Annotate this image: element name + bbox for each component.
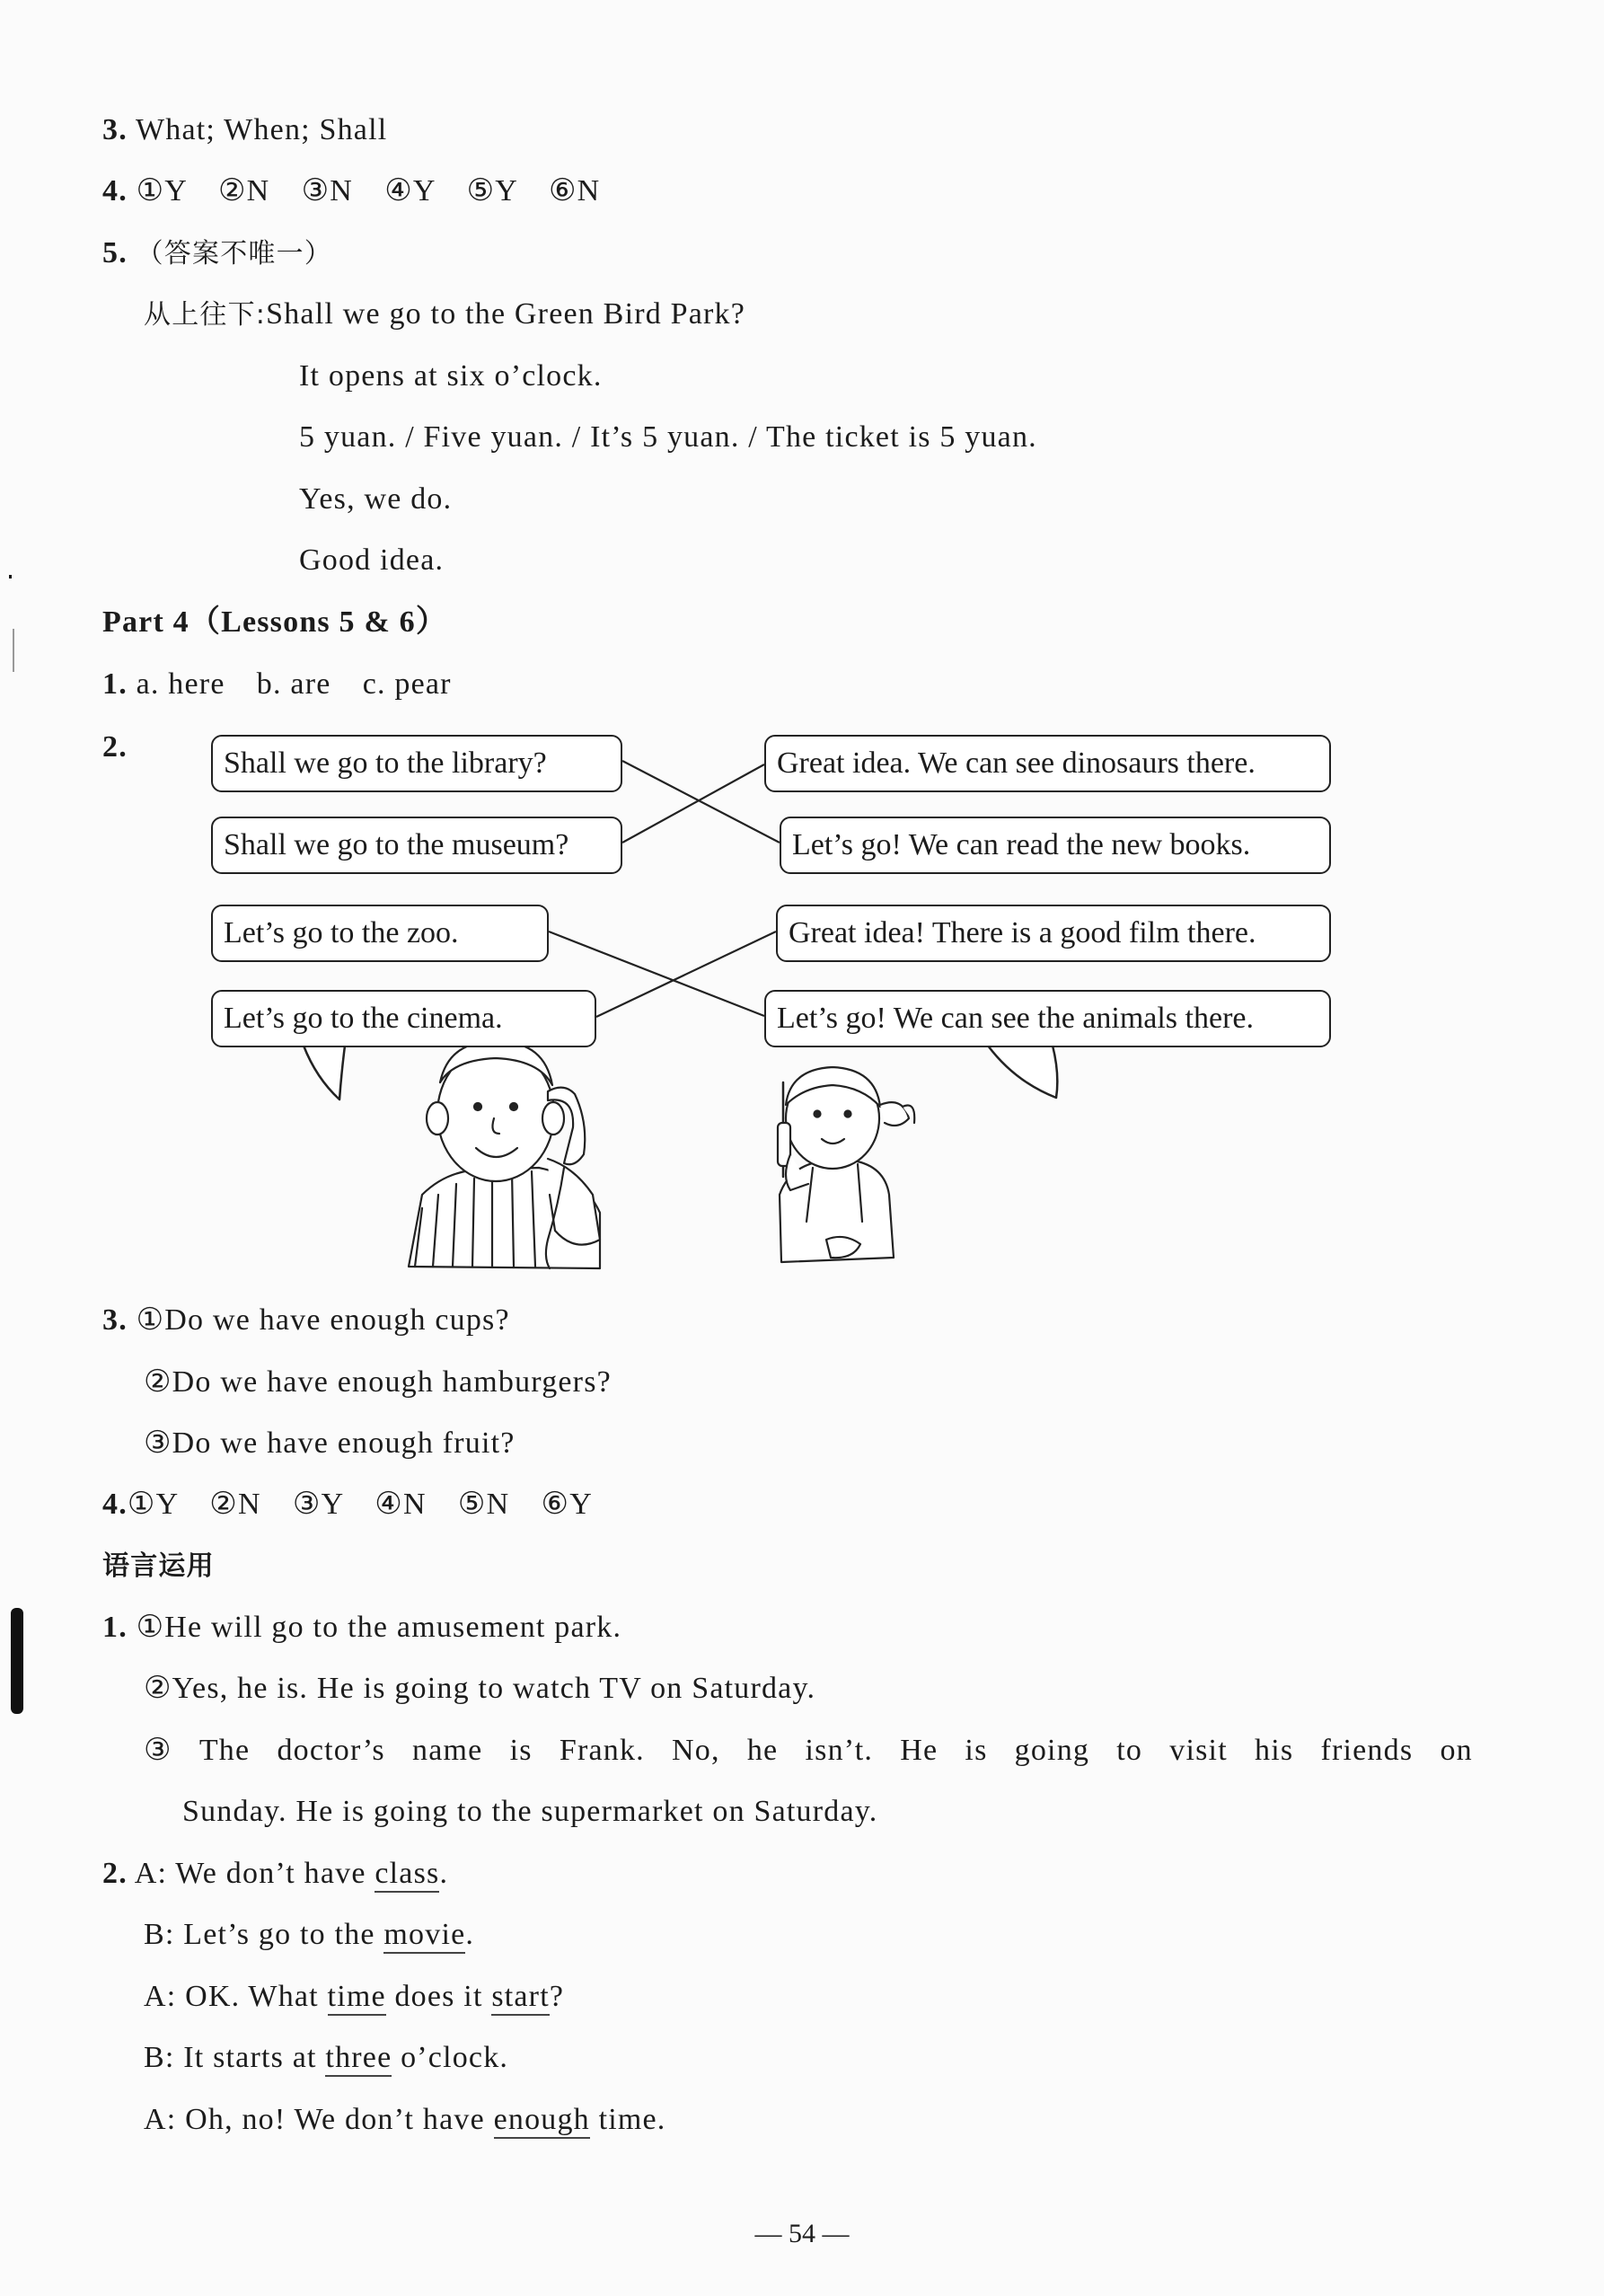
justified-word: going [1014,1734,1090,1767]
scan-mark [13,629,14,672]
s2-q1-line-4: Sunday. He is going to the supermarket on Saturday. [182,1795,878,1828]
s2-q2-dialogue-4 [144,2038,508,2078]
scan-mark [11,1608,23,1714]
s2-q1-line-2: ②Yes, he is. He is going to watch TV on Saturday. [144,1672,816,1705]
section-language-use-title: 语言运用 [102,1550,215,1582]
part4-q2-number: 2. [102,730,128,764]
s2-q2-number: 2. [102,1857,128,1890]
bubble-left-cinema: Let’s go to the cinema. [211,990,596,1047]
match-line-cinema-film [596,932,776,1017]
bubble-right-animals: Let’s go! We can see the animals there. [764,990,1331,1047]
part4-q3-line: ①Do we have enough cups? [136,1303,510,1337]
speaker: A: [134,1857,168,1890]
part4-q4-number: 4. [102,1488,128,1521]
q5-line-5: Good idea. [299,543,445,577]
justified-word: is [509,1734,533,1767]
s2-q1-line1-text: ①He will go to the amusement park. [136,1611,622,1644]
answer-blank: enough [494,2103,590,2139]
answer-blank: movie [383,1918,465,1954]
justified-word: Frank. [559,1734,645,1767]
dialogue-text: o’clock. [401,2041,509,2074]
q5-line-2: It opens at six o’clock. [299,359,603,393]
bubble-left-museum: Shall we go to the museum? [211,817,622,874]
dialogue-punct: . [439,1857,449,1890]
speaker: B: [144,2041,175,2074]
q5-note: （答案不唯一） [136,238,333,269]
match-line-museum-dinosaurs [622,764,764,843]
s2-q2-dialogue-1 [102,1854,448,1894]
part4-q3-answer [102,1301,510,1340]
part4-q4-answer [102,1485,593,1524]
part4-title: Part 4（Lessons 5 & 6） [102,605,448,639]
s2-q2-dialogue-2 [144,1915,474,1955]
part4-q3-line-3: ③Do we have enough fruit? [144,1426,516,1460]
s2-q1-line-3 [144,1731,1473,1771]
justified-word: No, [672,1734,720,1767]
q5-line-text: Shall we go to the Green Bird Park? [266,297,746,331]
q5-number: 5. [102,236,128,269]
girl-on-phone-illustration [778,1067,914,1262]
s2-q1-line3-justified [144,1731,1473,1771]
justified-word: his [1255,1734,1294,1767]
dialogue-text: OK. What [185,1980,319,2013]
bubble-right-books: Let’s go! We can read the new books. [780,817,1331,874]
boy-on-phone-illustration [409,1042,600,1268]
speaker: A: [144,1980,177,2013]
justified-word: friends [1320,1734,1414,1767]
part4-q4-text: ①Y ②N ③Y ④N ⑤N ⑥Y [127,1488,593,1521]
part4-q3-number: 3. [102,1303,128,1337]
bubble-left-zoo: Let’s go to the zoo. [211,905,549,962]
answer-blank: start [491,1980,550,2016]
justified-word: he [746,1734,779,1767]
justified-word: ③ [144,1734,172,1767]
scan-mark [9,575,12,578]
dialogue-text: It starts at [183,2041,317,2074]
speaker: B: [144,1918,175,1951]
part4-q1-number: 1. [102,667,128,701]
justified-word: is [965,1734,988,1767]
justified-word: on [1440,1734,1473,1767]
q4-text: ①Y ②N ③N ④Y ⑤Y ⑥N [136,174,601,208]
q3-number: 3. [102,113,128,146]
q5-line-4: Yes, we do. [299,482,453,516]
answer-blank: three [325,2041,392,2077]
dialogue-text: time. [598,2103,666,2136]
s2-q2-dialogue-5 [144,2100,666,2140]
justified-word: He [900,1734,939,1767]
bubble-left-library: Shall we go to the library? [211,735,622,792]
justified-word: to [1116,1734,1143,1767]
justified-word: isn’t. [805,1734,874,1767]
answer-blank: time [328,1980,386,2016]
q5-prefix: 从上往下: [144,299,267,331]
dialogue-punct: . [465,1918,475,1951]
q5-line-3: 5 yuan. / Five yuan. / It’s 5 yuan. / The ticket is 5 yuan. [299,420,1037,454]
dialogue-text: Let’s go to the [183,1918,375,1951]
part4-q3-line-2: ②Do we have enough hamburgers? [144,1365,612,1399]
q4-number: 4. [102,174,128,208]
dialogue-text: Oh, no! We don’t have [185,2103,485,2136]
page-number: — 54 — [754,2219,850,2248]
justified-word: doctor’s [277,1734,385,1767]
justified-word: The [198,1734,251,1767]
speaker: A: [144,2103,177,2136]
left-bubble-tail [304,1046,345,1099]
bubble-right-dinosaurs: Great idea. We can see dinosaurs there. [764,735,1331,792]
right-bubble-tail [988,1046,1057,1098]
justified-word: visit [1169,1734,1228,1767]
s2-q2-dialogue-3 [144,1977,564,2017]
q3-text: What; When; Shall [136,113,388,146]
s2-q1-line-1 [102,1608,621,1647]
s2-q1-number: 1. [102,1611,128,1644]
answer-blank: class [375,1857,439,1893]
justified-word: name [412,1734,483,1767]
dialogue-punct: ? [549,1980,565,2013]
dialogue-text: We don’t have [175,1857,366,1890]
bubble-right-film: Great idea! There is a good film there. [776,905,1331,962]
dialogue-text: does it [394,1980,483,2013]
part4-q1-text: a. here b. are c. pear [136,667,452,701]
